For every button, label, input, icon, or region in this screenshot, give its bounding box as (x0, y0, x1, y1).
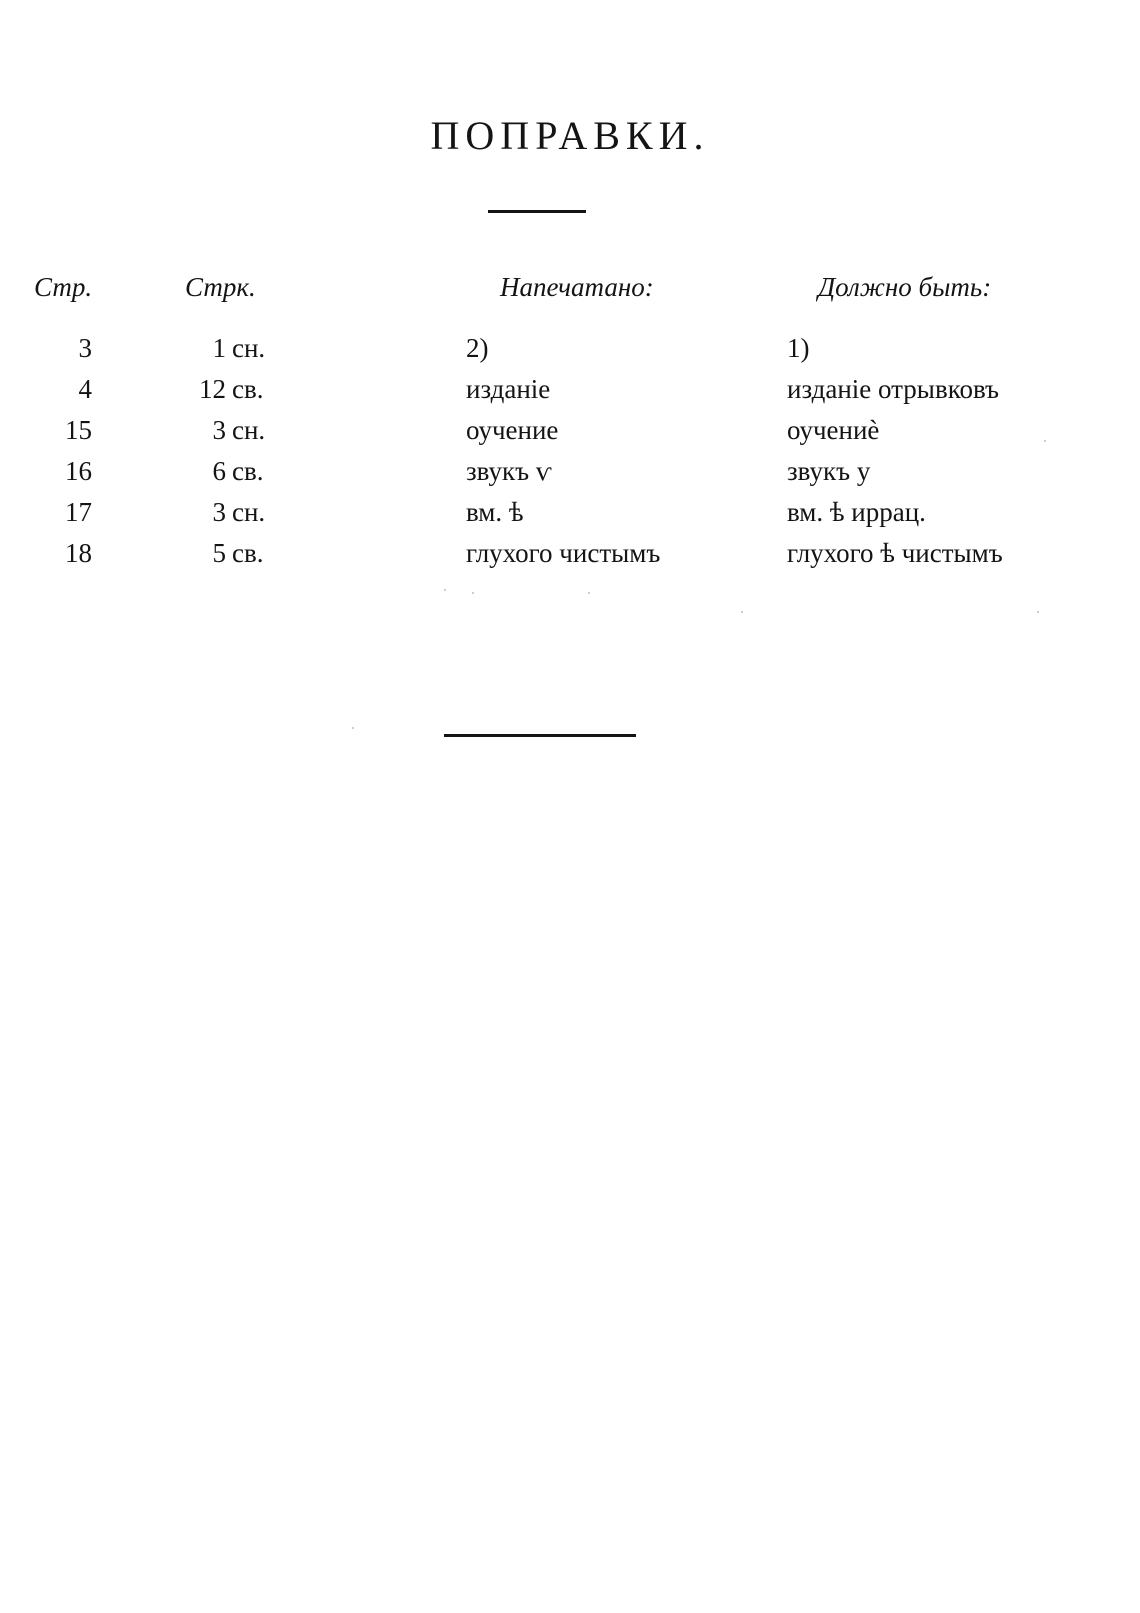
end-divider (444, 734, 636, 737)
row-direction: сн. (232, 497, 266, 527)
row-line: 3 (212, 497, 226, 527)
row-printed: звукъ ѵ (466, 456, 552, 486)
row-direction: св. (232, 538, 264, 568)
scan-speck (352, 727, 354, 729)
row-printed: 2) (466, 333, 489, 363)
row-printed: оучение (466, 415, 559, 445)
scan-speck (1044, 440, 1046, 442)
scan-speck (472, 592, 474, 594)
row-page: 17 (65, 497, 92, 527)
row-page: 15 (65, 415, 92, 445)
row-direction: сн. (232, 333, 266, 363)
row-line: 5 (212, 538, 226, 568)
row-direction: сн. (232, 415, 266, 445)
errata-row (0, 412, 1140, 453)
row-page: 3 (78, 333, 92, 363)
row-should-be: оучениѐ (787, 415, 880, 445)
row-printed: вм. ѣ (466, 497, 524, 527)
scan-speck (444, 589, 446, 591)
row-printed: изданіе (466, 374, 551, 404)
errata-row (0, 371, 1140, 412)
row-direction: св. (232, 456, 264, 486)
title-divider (488, 210, 586, 213)
header-page: Стр. (34, 272, 93, 302)
header-line: Стрк. (185, 272, 256, 302)
errata-row (0, 453, 1140, 494)
row-direction: св. (232, 374, 264, 404)
errata-row (0, 330, 1140, 371)
row-page: 4 (78, 374, 92, 404)
errata-table (0, 330, 1140, 576)
header-should-be: Должно быть: (818, 272, 992, 302)
row-should-be: 1) (787, 333, 810, 363)
row-line: 12 (199, 374, 226, 404)
row-should-be: звукъ у (787, 456, 871, 486)
row-should-be: изданіе отрывковъ (787, 374, 999, 404)
scan-speck (588, 592, 590, 594)
row-printed: глухого чистымъ (466, 538, 661, 568)
header-printed: Напечатано: (500, 272, 654, 302)
row-page: 18 (65, 538, 92, 568)
row-line: 6 (212, 456, 226, 486)
scan-speck (741, 611, 743, 613)
errata-row (0, 494, 1140, 535)
row-line: 1 (212, 333, 226, 363)
row-line: 3 (212, 415, 226, 445)
scan-speck (1037, 611, 1039, 613)
row-should-be: глухого ѣ чистымъ (787, 538, 1003, 568)
errata-row (0, 535, 1140, 576)
page-title: ПОПРАВКИ. (430, 113, 710, 158)
row-should-be: вм. ѣ иррац. (787, 497, 926, 527)
row-page: 16 (65, 456, 92, 486)
